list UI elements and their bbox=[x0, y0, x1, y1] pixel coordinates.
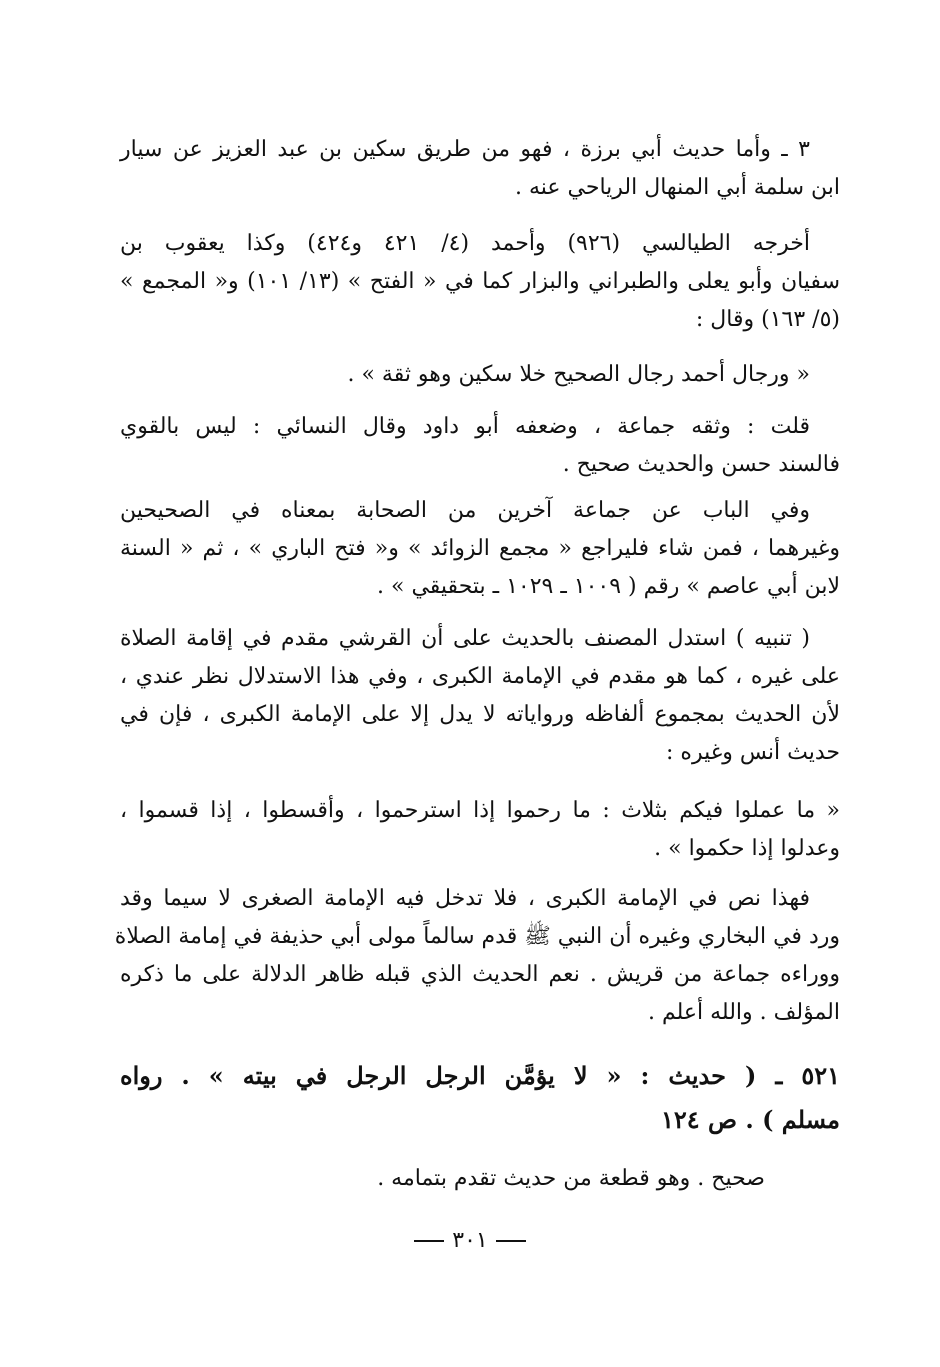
paragraph-takhrij bbox=[120, 225, 840, 339]
text-line: (٥/ ١٦٣) وقال : bbox=[695, 307, 840, 332]
text-line: وغيرهما ، فمن شاء فليراجع « مجمع الزوائد » و« فتح الباري » ، ثم « السنة bbox=[120, 536, 840, 561]
text-line: سفيان وأبو يعلى والطبراني والبزار كما في « الفتح » (١٣/ ١٠١) و« المجمع » bbox=[120, 269, 840, 294]
text-line: ورد في البخاري وغيره أن النبي ﷺ قدم سالماً مولى أبي حذيفة في إمامة الصلاة bbox=[114, 924, 840, 949]
paragraph-qultu bbox=[120, 408, 840, 484]
paragraph-quote-thalath bbox=[120, 792, 840, 868]
text-line: ووراءه جماعة من قريش . نعم الحديث الذي قبله ظاهر الدلالة على ما ذكره bbox=[120, 962, 840, 987]
paragraph-sahih bbox=[120, 1160, 840, 1198]
text-line: فهذا نص في الإمامة الكبرى ، فلا تدخل فيه الإمامة الصغرى لا سيما وقد bbox=[120, 886, 810, 911]
text-line: صحيح . وهو قطعة من حديث تقدم بتمامه . bbox=[377, 1166, 765, 1191]
page-number-value: ٣٠١ bbox=[452, 1228, 488, 1253]
text-line: فالسند حسن والحديث صحيح . bbox=[562, 452, 840, 477]
text-line: ٥٢١ ـ ( حديث : « لا يؤمَّن الرجل الرجل في بيته » . رواه bbox=[120, 1061, 840, 1090]
text-line: « ورجال أحمد رجال الصحيح خلا سكين وهو ثقة » . bbox=[347, 362, 810, 387]
text-line: أخرجه الطيالسي (٩٢٦) وأحمد (٤/ ٤٢١ و٤٢٤) وكذا يعقوب بن bbox=[120, 231, 811, 256]
text-line: ( تنبيه ) استدل المصنف بالحديث على أن القرشي مقدم في إقامة الصلاة bbox=[120, 626, 810, 651]
text-line: مسلم ) . ص ١٢٤ bbox=[660, 1105, 840, 1134]
text-line: المؤلف . والله أعلم . bbox=[647, 1000, 840, 1025]
text-line: على غيره ، كما هو مقدم في الإمامة الكبرى ، وفي هذا الاستدلال نظر عندي ، bbox=[120, 664, 840, 689]
text-line: وفي الباب عن جماعة آخرين من الصحابة بمعناه في الصحيحين bbox=[120, 498, 810, 523]
text-line: وعدلوا إذا حكموا » . bbox=[654, 836, 840, 861]
text-line: ابن سلمة أبي المنهال الرياحي عنه . bbox=[514, 175, 840, 200]
text-line: لأن الحديث بمجموع ألفاظه ورواياته لا يدل إلا على الإمامة الكبرى ، فإن في bbox=[120, 702, 840, 727]
text-line: حديث أنس وغيره : bbox=[666, 740, 840, 765]
dash-ornament bbox=[496, 1240, 526, 1242]
paragraph-fahadha bbox=[114, 880, 840, 1032]
paragraph-abu-barza bbox=[120, 131, 840, 207]
paragraph-wafil-bab bbox=[120, 492, 840, 606]
paragraph-quote-rijal bbox=[120, 356, 840, 394]
text-line: لابن أبي عاصم » رقم ( ١٠٠٩ ـ ١٠٢٩ ـ بتحقيقي » . bbox=[377, 574, 840, 599]
dash-ornament bbox=[414, 1240, 444, 1242]
text-line: ٣ ـ وأما حديث أبي برزة ، فهو من طريق سكين بن عبد العزيز عن سيار bbox=[120, 137, 810, 162]
paragraph-tanbih bbox=[120, 620, 840, 772]
text-line: قلت : وثقه جماعة ، وضعفه أبو داود وقال النسائي : ليس بالقوي bbox=[120, 414, 810, 439]
hadith-521-heading bbox=[120, 1054, 840, 1142]
text-line: « ما عملوا فيكم بثلاث : ما رحموا إذا استرحموا ، وأقسطوا ، إذا قسموا ، bbox=[120, 798, 840, 823]
page-number bbox=[0, 1228, 940, 1253]
